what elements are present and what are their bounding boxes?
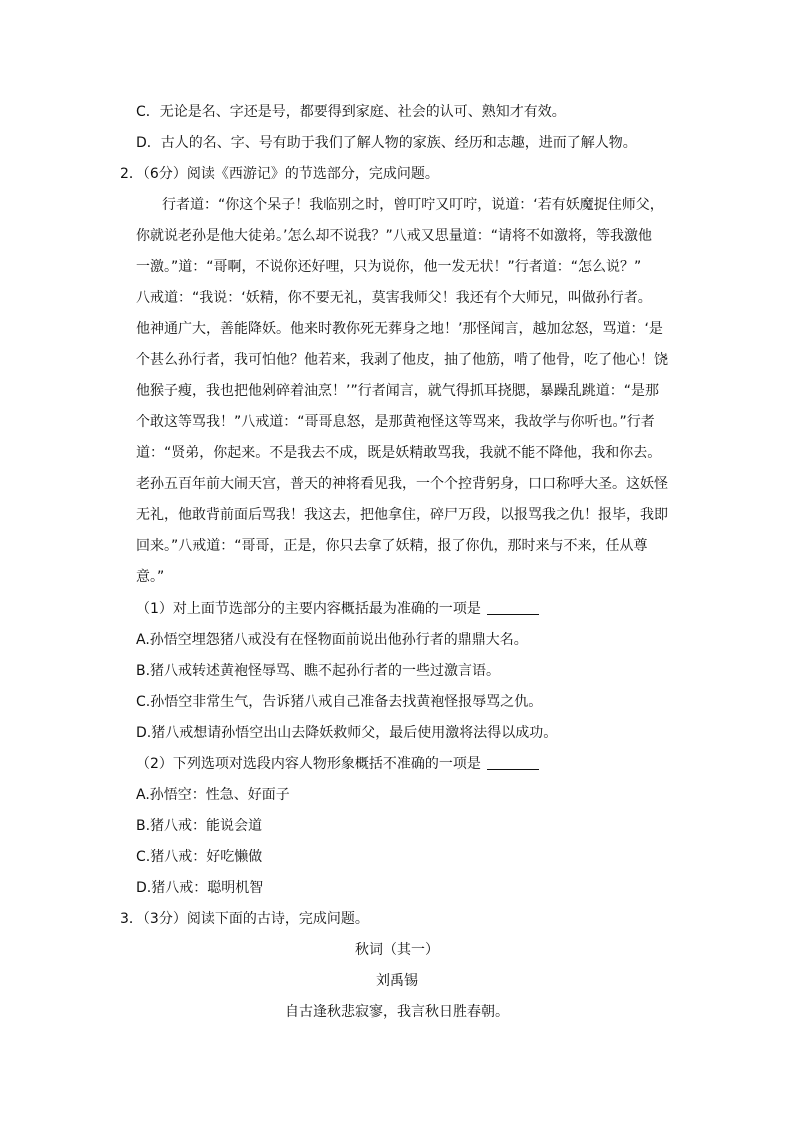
q2-sub2-option-b: B.猪八戒：能说会道	[136, 818, 263, 834]
passage-line: 行者道：“你这个呆子！我临别之时，曾叮咛又叮咛，说道：‘若有妖魔捉住师父，	[162, 197, 664, 213]
q2-sub2-option-c: C.猪八戒：好吃懒做	[136, 849, 263, 865]
passage-line: 一激。”道：“哥啊，不说你还好哩，只为说你，他一发无状！”行者道：“怎么说？”	[136, 259, 642, 275]
passage-line: 意。”	[136, 569, 165, 585]
answer-blank[interactable]	[487, 757, 539, 770]
q2-sub1-option-d: D.猪八戒想请孙悟空出山去降妖救师父，最后使用激将法得以成功。	[136, 725, 558, 741]
passage-line: 回来。”八戒道：“哥哥，正是，你只去拿了妖精，报了你仇，那时来与不来，任从尊	[136, 538, 648, 554]
q2-sub1-option-c: C.孙悟空非常生气，告诉猪八戒自己准备去找黄袍怪报辱骂之仇。	[136, 694, 543, 710]
poem-line: 自古逢秋悲寂寥，我言秋日胜春朝。	[285, 1004, 509, 1020]
answer-blank[interactable]	[487, 602, 539, 615]
question-text: （1）对上面节选部分的主要内容概括最为准确的一项是	[136, 601, 481, 617]
passage-line: 个敢这等骂我！”八戒道：“哥哥息怒，是那黄袍怪这等骂来，我故学与你听也。”行者	[136, 414, 655, 430]
q3-header: 3．（3分）阅读下面的古诗，完成问题。	[120, 911, 369, 927]
passage-line: 老孙五百年前大闹天宫，普天的神将看见我，一个个控背躬身，口口称呼大圣。这妖怪	[136, 476, 668, 492]
passage-line: 道：“贤弟，你起来。不是我去不成，既是妖精敢骂我，我就不能不降他，我和你去。	[136, 445, 662, 461]
q2-sub1-question	[136, 599, 539, 619]
question-text: （2）下列选项对选段内容人物形象概括不准确的一项是	[136, 756, 481, 772]
passage-line: 他猴子瘦，我也把他剁碎着油烹！’”行者闻言，就气得抓耳挠腮，暴躁乱跳道：“是那	[136, 383, 659, 399]
passage-line: 八戒道：“我说：‘妖精，你不要无礼，莫害我师父！我还有个大师兄，叫做孙行者。	[136, 290, 652, 306]
passage-line: 无礼，他敢背前面后骂我！我这去，把他拿住，碎尸万段，以报骂我之仇！报毕，我即	[136, 507, 668, 523]
q2-sub2-option-d: D.猪八戒：聪明机智	[136, 880, 264, 896]
passage-line: 个甚么孙行者，我可怕他？他若来，我剥了他皮，抽了他筋，啃了他骨，吃了他心！饶	[136, 352, 668, 368]
passage-line: 你就说老孙是他大徒弟。’怎么却不说我？”八戒又思量道：“请将不如激将，等我激他	[136, 228, 652, 244]
poem-author: 刘禹锡	[376, 973, 418, 989]
q1-option-d: D．古人的名、字、号有助于我们了解人物的家族、经历和志趣，进而了解人物。	[136, 135, 637, 151]
poem-title: 秋词（其一）	[355, 942, 439, 958]
q2-header: 2．（6分）阅读《西游记》的节选部分，完成问题。	[120, 166, 439, 182]
passage-line: 他神通广大，善能降妖。他来时教你死无葬身之地！’那怪闻言，越加忿怒，骂道：‘是	[136, 321, 663, 337]
q2-sub2-question	[136, 754, 539, 774]
q2-sub1-option-a: A.孙悟空埋怨猪八戒没有在怪物面前说出他孙行者的鼎鼎大名。	[136, 632, 528, 648]
q2-sub2-option-a: A.孙悟空：性急、好面子	[136, 787, 290, 803]
q2-sub1-option-b: B.猪八戒转述黄袍怪辱骂、瞧不起孙行者的一些过激言语。	[136, 663, 501, 679]
q1-option-c: C．无论是名、字还是号，都要得到家庭、社会的认可、熟知才有效。	[136, 104, 566, 120]
